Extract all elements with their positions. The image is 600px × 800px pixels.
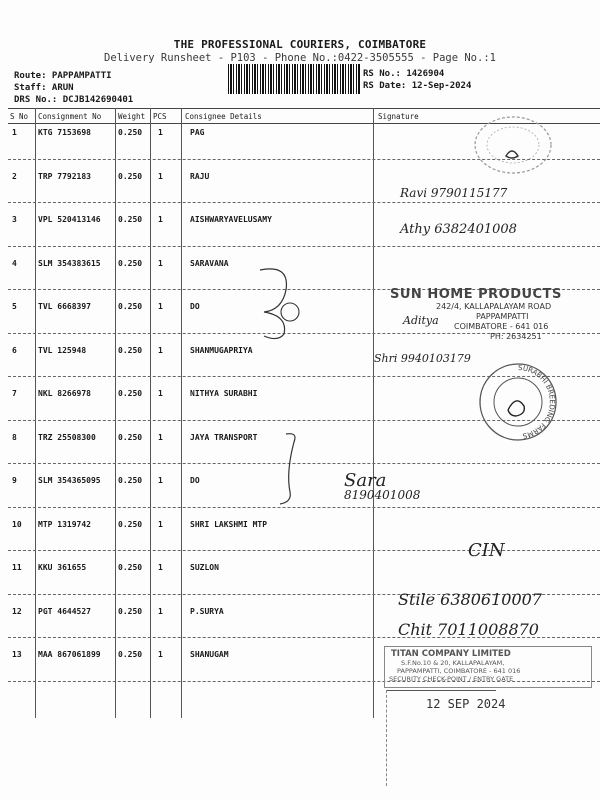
row-divider (8, 550, 600, 551)
row-sno: 10 (12, 519, 22, 529)
row-consignment-no: PGT 4644527 (38, 606, 91, 616)
row-weight: 0.250 (118, 215, 143, 224)
row-sno: 3 (12, 215, 17, 224)
column-divider (181, 108, 182, 718)
round-stamp-top (470, 112, 556, 178)
row-weight: 0.250 (118, 345, 143, 355)
row-consignment-no: MTP 1319742 (38, 519, 91, 529)
rs-date: RS Date: 12-Sep-2024 (363, 81, 472, 91)
row-consignee: AISHWARYAVELUSAMY (190, 215, 272, 224)
row-sno: 13 (12, 650, 22, 659)
col-header-consignee: Consignee Details (185, 112, 262, 121)
row-consignee: JAYA TRANSPORT (190, 432, 258, 442)
row-consignment-no: KKU 361655 (38, 563, 87, 572)
row-sno: 6 (12, 345, 17, 355)
row-weight: 0.250 (118, 389, 143, 398)
company-stamp-line1: TITAN COMPANY LIMITED (391, 649, 511, 659)
row-consignee: SUZLON (190, 563, 219, 572)
row-weight: 0.250 (118, 258, 143, 268)
column-divider (373, 108, 374, 718)
row-consignment-no: MAA 867061899 (38, 650, 101, 659)
row-weight: 0.250 (118, 476, 143, 485)
svg-text:SURABHI BREEDING FARMS (518, 364, 556, 440)
row-pcs: 1 (158, 389, 163, 398)
row-sno: 11 (12, 563, 22, 572)
row-weight: 0.250 (118, 563, 143, 572)
date-stamp: 12 SEP 2024 (426, 697, 506, 711)
col-header-weight: Weight (118, 112, 146, 121)
row-pcs: 1 (158, 128, 163, 137)
row-consignment-no: KTG 7153698 (38, 128, 91, 137)
row-weight: 0.250 (118, 432, 143, 442)
stamp-address-line2: PAPPAMPATTI (476, 312, 529, 321)
row-sno: 8 (12, 432, 17, 442)
stamp-address-line1: 242/4, KALLAPALAYAM ROAD (436, 302, 552, 311)
row-pcs: 1 (158, 476, 163, 485)
date-stamp-line (386, 690, 496, 691)
row-weight: 0.250 (118, 650, 143, 659)
company-stamp-box (384, 646, 592, 688)
date-stamp-side (386, 690, 387, 786)
row-consignee: DO (190, 476, 200, 485)
column-divider (115, 108, 116, 718)
row-consignment-no: TVL 125948 (38, 345, 87, 355)
row-sno: 2 (12, 171, 17, 181)
row-pcs: 1 (158, 519, 163, 529)
row-consignment-no: SLM 354365095 (38, 476, 101, 485)
stamp-company-name: SUN HOME PRODUCTS (390, 287, 562, 302)
row-pcs: 1 (158, 606, 163, 616)
row-pcs: 1 (158, 258, 163, 268)
signature-row11: Stile 6380610007 (398, 590, 542, 609)
document-subtitle: Delivery Runsheet - P103 - Phone No.:0422-3505555 - Page No.:1 (104, 52, 496, 64)
company-stamp-line4: SECURITY CHECK-POINT / ENTRY GATE (389, 675, 514, 683)
row-weight: 0.250 (118, 171, 143, 181)
signature-row6: Shri 9940103179 (374, 352, 471, 365)
staff-label: Staff: ARUN (14, 83, 74, 93)
row-consignment-no: VPL 520413146 (38, 215, 101, 224)
signature-row2: Ravi 9790115177 (400, 186, 508, 200)
row-consignee: PAG (190, 128, 205, 137)
row-consignment-no: SLM 354383615 (38, 258, 101, 268)
company-stamp-line2: S.F.No.10 & 20, KALLAPALAYAM, (401, 659, 505, 667)
col-header-sno: S No (10, 112, 29, 121)
signature-row12: Chit 7011008870 (398, 620, 539, 639)
drs-number: DRS No.: DCJB142690401 (14, 95, 134, 105)
row-consignee: SHANUGAM (190, 650, 229, 659)
col-header-signature: Signature (378, 112, 419, 121)
row-weight: 0.250 (118, 128, 143, 137)
rs-number: RS No.: 1426904 (363, 69, 445, 79)
stamp-address-line3: COIMBATORE - 641 016 (454, 322, 549, 331)
row-consignment-no: NKL 8266978 (38, 389, 91, 398)
row-pcs: 1 (158, 432, 163, 442)
signature-row9a: Sara (344, 470, 387, 491)
row-weight: 0.250 (118, 519, 143, 529)
row-consignment-no: TVL 6668397 (38, 302, 91, 311)
row-pcs: 1 (158, 171, 163, 181)
row-pcs: 1 (158, 345, 163, 355)
round-stamp-surabhi (476, 360, 560, 444)
row-consignee: SARAVANA (190, 258, 229, 268)
signature-row10: CIN (468, 540, 505, 561)
row-pcs: 1 (158, 215, 163, 224)
scribble-signature-2 (272, 428, 302, 508)
row-weight: 0.250 (118, 302, 143, 311)
stamp-surabhi-text: SURABHI BREEDING FARMS (517, 363, 556, 440)
col-header-pcs: PCS (153, 112, 167, 121)
scribble-signature (252, 262, 307, 342)
row-divider (8, 507, 600, 508)
row-divider (8, 246, 600, 247)
row-consignee: DO (190, 302, 200, 311)
col-header-consignment: Consignment No (38, 112, 102, 121)
row-pcs: 1 (158, 302, 163, 311)
row-sno: 1 (12, 128, 17, 137)
barcode (228, 64, 360, 94)
signature-row3: Athy 6382401008 (400, 222, 517, 237)
row-weight: 0.250 (118, 606, 143, 616)
route-label: Route: PAPPAMPATTI (14, 71, 112, 81)
row-pcs: 1 (158, 563, 163, 572)
row-consignee: RAJU (190, 171, 210, 181)
company-stamp-line3: PAPPAMPATTI, COIMBATORE - 641 016 (397, 667, 521, 675)
column-divider (35, 108, 36, 718)
row-sno: 12 (12, 606, 22, 616)
row-sno: 7 (12, 389, 17, 398)
row-sno: 9 (12, 476, 17, 485)
row-sno: 4 (12, 258, 17, 268)
document-title: THE PROFESSIONAL COURIERS, COIMBATORE (173, 38, 427, 51)
signature-row5: Aditya (403, 314, 439, 327)
row-consignee: NITHYA SURABHI (190, 389, 258, 398)
row-divider (8, 202, 600, 203)
row-consignment-no: TRP 7792183 (38, 171, 91, 181)
row-sno: 5 (12, 302, 17, 311)
row-consignee: P.SURYA (190, 606, 224, 616)
stamp-address-line4: PH: 2634251 (490, 332, 542, 341)
row-consignee: SHRI LAKSHMI MTP (190, 519, 268, 529)
row-pcs: 1 (158, 650, 163, 659)
row-consignee: SHANMUGAPRIYA (190, 345, 253, 355)
column-divider (150, 108, 151, 718)
row-divider (8, 463, 600, 464)
signature-row9b: 8190401008 (344, 488, 421, 502)
row-consignment-no: TRZ 25508300 (38, 432, 96, 442)
